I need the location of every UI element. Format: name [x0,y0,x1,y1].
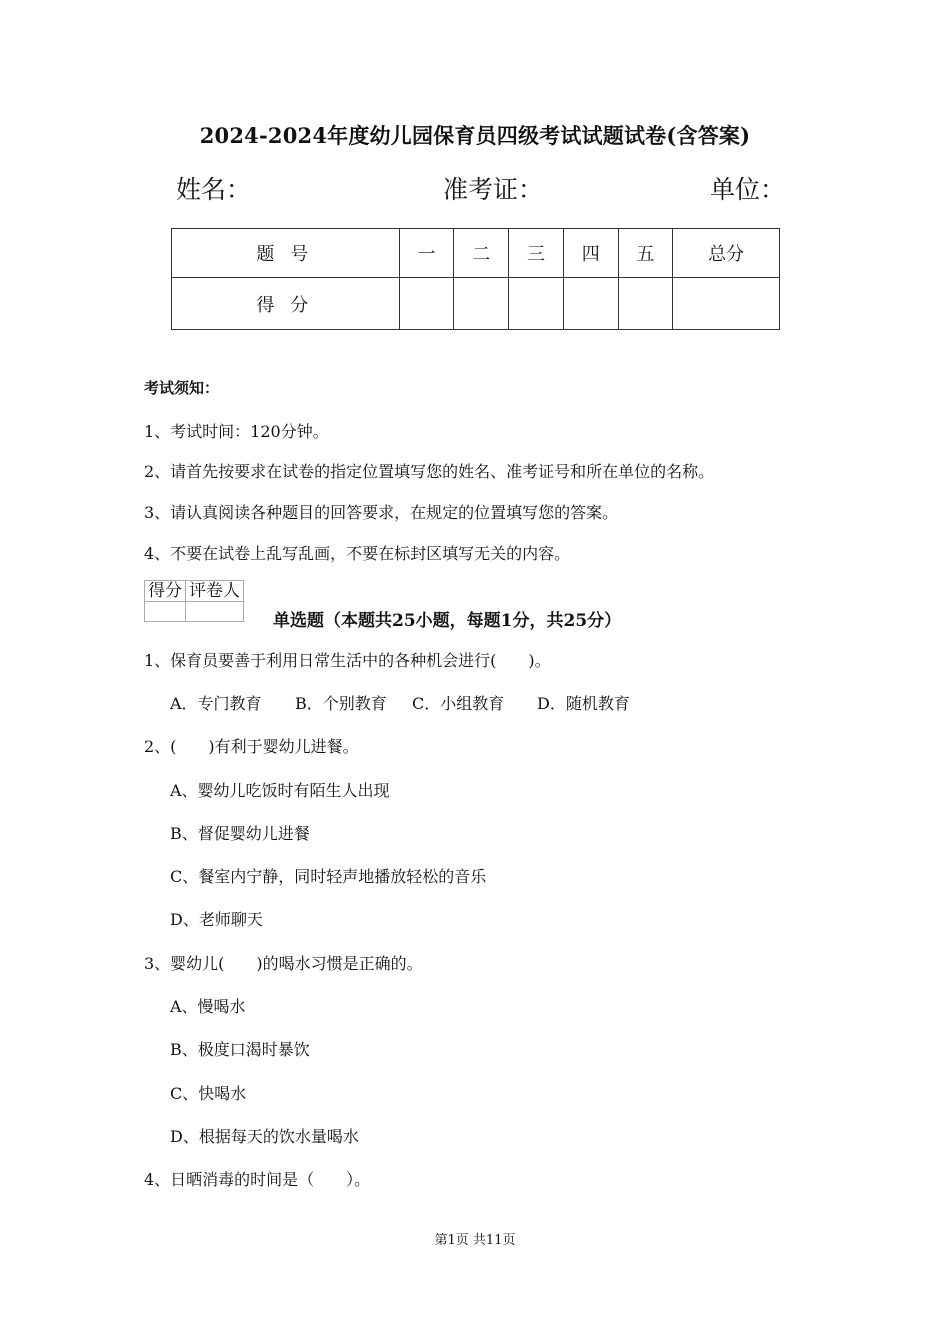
score-cell[interactable] [454,278,509,330]
score-cell[interactable] [618,278,673,330]
grader-score-cell[interactable] [145,602,186,622]
question-option: B、极度口渴时暴饮 [170,1040,310,1059]
question-option: A、慢喝水 [170,997,246,1016]
exam-number-field-label: 准考证： [443,175,544,204]
question-option: B、督促婴幼儿进餐 [170,824,310,843]
question-option: C、快喝水 [170,1084,247,1103]
grader-score-label: 得分 [145,581,186,602]
question-option: B．个别教育 [295,694,387,713]
score-table-column: 二 [454,229,509,278]
question-stem: 1、保育员要善于利用日常生活中的各种机会进行( )。 [144,651,551,670]
question-option: D、根据每天的饮水量喝水 [170,1127,359,1146]
score-table-score-label: 得分 [172,278,400,330]
notice-item: 2、请首先按要求在试卷的指定位置填写您的姓名、准考证号和所在单位的名称。 [144,462,715,481]
notice-heading: 考试须知： [144,379,220,397]
score-cell[interactable] [509,278,564,330]
grader-reviewer-label: 评卷人 [186,581,244,602]
score-table-column-total: 总分 [673,229,780,278]
name-field-label: 姓名： [176,175,252,204]
score-cell-total[interactable] [673,278,780,330]
question-option: C．小组教育 [412,694,505,713]
question-option: D．随机教育 [537,694,630,713]
question-option: C、餐室内宁静，同时轻声地播放轻松的音乐 [170,867,487,886]
question-stem: 4、日晒消毒的时间是（ ）。 [144,1170,371,1189]
score-table-header-label: 题号 [172,229,400,278]
page-title: 2024-2024年度幼儿园保育员四级考试试题试卷(含答案) [199,123,751,148]
score-table-column: 一 [399,229,454,278]
question-option: A．专门教育 [170,694,262,713]
notice-item: 3、请认真阅读各种题目的回答要求，在规定的位置填写您的答案。 [144,503,619,522]
question-option: A、婴幼儿吃饭时有陌生人出现 [170,781,390,800]
score-table-column: 三 [509,229,564,278]
score-table-column: 四 [563,229,618,278]
question-option: D、老师聊天 [170,910,263,929]
question-stem: 3、婴幼儿( )的喝水习惯是正确的。 [144,954,423,973]
score-table-column: 五 [618,229,673,278]
section-title: 单选题（本题共25小题，每题1分，共25分） [273,611,622,631]
score-table-header-row [172,229,780,278]
page-footer: 第1页 共11页 [434,1233,516,1248]
score-cell[interactable] [399,278,454,330]
notice-item: 4、不要在试卷上乱写乱画，不要在标封区填写无关的内容。 [144,544,571,563]
grader-reviewer-cell[interactable] [186,602,244,622]
unit-field-label: 单位： [710,175,786,204]
score-table-score-row [172,278,780,330]
grader-box [144,580,244,622]
score-cell[interactable] [563,278,618,330]
question-stem: 2、( )有利于婴幼儿进餐。 [144,737,359,756]
score-table [171,228,780,330]
notice-item: 1、考试时间：120分钟。 [144,422,329,441]
